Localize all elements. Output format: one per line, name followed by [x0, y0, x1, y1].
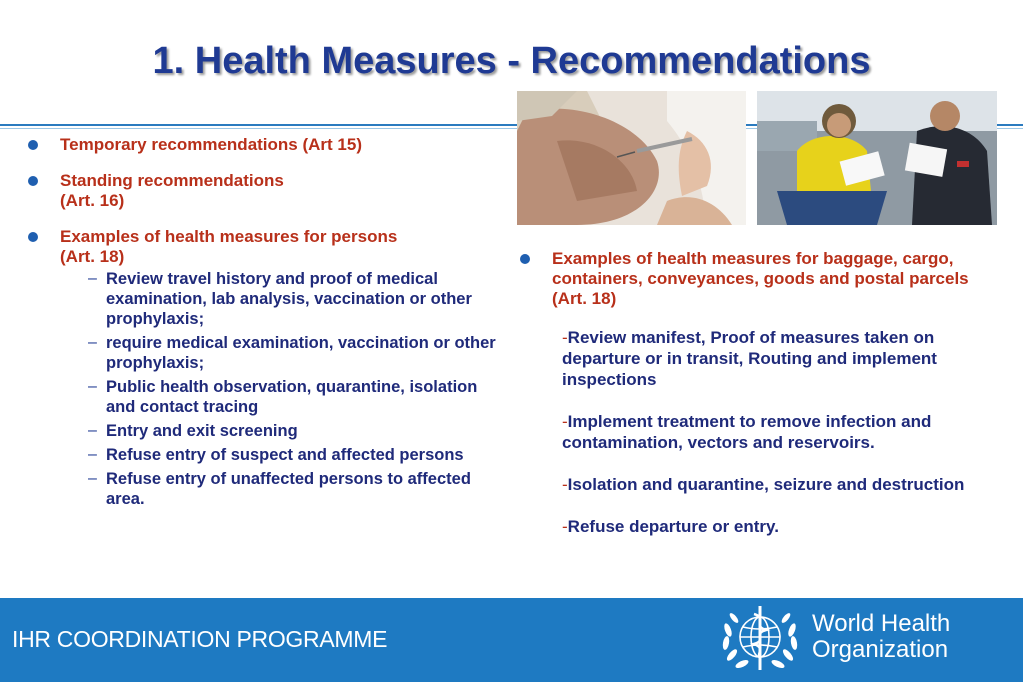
list-item-text: Refuse entry of suspect and affected persons [106, 446, 464, 464]
bullet-dot-icon [28, 140, 38, 150]
bullet-measures-for-goods [520, 249, 1000, 309]
hyphen-icon: - [562, 328, 568, 347]
goods-measure-text: Review manifest, Proof of measures taken on departure or in transit, Routing and implement inspections [562, 328, 937, 389]
persons-measures-list [88, 269, 498, 509]
list-item [88, 377, 498, 417]
goods-measure-item [562, 516, 1000, 537]
programme-name: IHR COORDINATION PROGRAMME [12, 626, 388, 652]
border-inspection-photo [757, 91, 997, 225]
who-name [812, 611, 950, 663]
dash-icon: – [88, 334, 97, 351]
hyphen-icon: - [562, 412, 568, 431]
bullet-line: Standing recommendations [60, 171, 284, 190]
bullet-standing-recommendations [28, 171, 498, 211]
bullet-temporary-recommendations [28, 135, 498, 155]
goods-measure-text: Isolation and quarantine, seizure and destruction [567, 475, 965, 494]
hyphen-icon: - [562, 475, 568, 494]
list-item [88, 333, 498, 373]
who-emblem-icon [718, 600, 802, 678]
goods-measure-item [562, 327, 1000, 390]
bullet-text: Temporary recommendations (Art 15) [60, 135, 362, 154]
who-name-line1: World Health [812, 610, 951, 637]
slide-title: 1. Health Measures - Recommendations [152, 40, 871, 82]
dash-icon: – [88, 422, 97, 439]
goods-measure-text: Refuse departure or entry. [567, 517, 779, 536]
goods-measure-item [562, 411, 1000, 453]
list-item [88, 269, 498, 329]
right-column [520, 249, 1000, 558]
bullet-line: Examples of health measures for persons [60, 227, 398, 246]
bullet-line: (Art. 18) [60, 247, 125, 266]
dash-icon: – [88, 446, 97, 463]
left-column [28, 135, 498, 513]
bullet-text [60, 171, 284, 211]
bullet-dot-icon [520, 254, 530, 264]
hyphen-icon: - [562, 517, 568, 536]
list-item-text: require medical examination, vaccination or other prophylaxis; [106, 334, 496, 372]
dash-icon: – [88, 378, 97, 395]
who-name-line2: Organization [812, 636, 949, 663]
bullet-measures-for-persons [28, 227, 498, 267]
list-item-text: Refuse entry of unaffected persons to affected area. [106, 470, 471, 508]
bullet-text [60, 227, 397, 267]
bullet-line: (Art. 16) [60, 191, 125, 210]
goods-measure-text: Implement treatment to remove infection and contamination, vectors and reservoirs. [562, 412, 932, 452]
list-item-text: Public health observation, quarantine, isolation and contact tracing [106, 378, 478, 416]
goods-measure-item [562, 474, 1000, 495]
bullet-text: Examples of health measures for baggage, cargo, containers, conveyances, goods and postal parcels (Art. 18) [552, 249, 969, 308]
dash-icon: – [88, 270, 97, 287]
bullet-dot-icon [28, 176, 38, 186]
vaccination-photo [517, 91, 746, 225]
list-item [88, 445, 498, 465]
list-item [88, 421, 498, 441]
list-item [88, 469, 498, 509]
list-item-text: Entry and exit screening [106, 422, 298, 440]
dash-icon: – [88, 470, 97, 487]
bullet-dot-icon [28, 232, 38, 242]
list-item-text: Review travel history and proof of medical examination, lab analysis, vaccination or other prophylaxis; [106, 270, 472, 328]
